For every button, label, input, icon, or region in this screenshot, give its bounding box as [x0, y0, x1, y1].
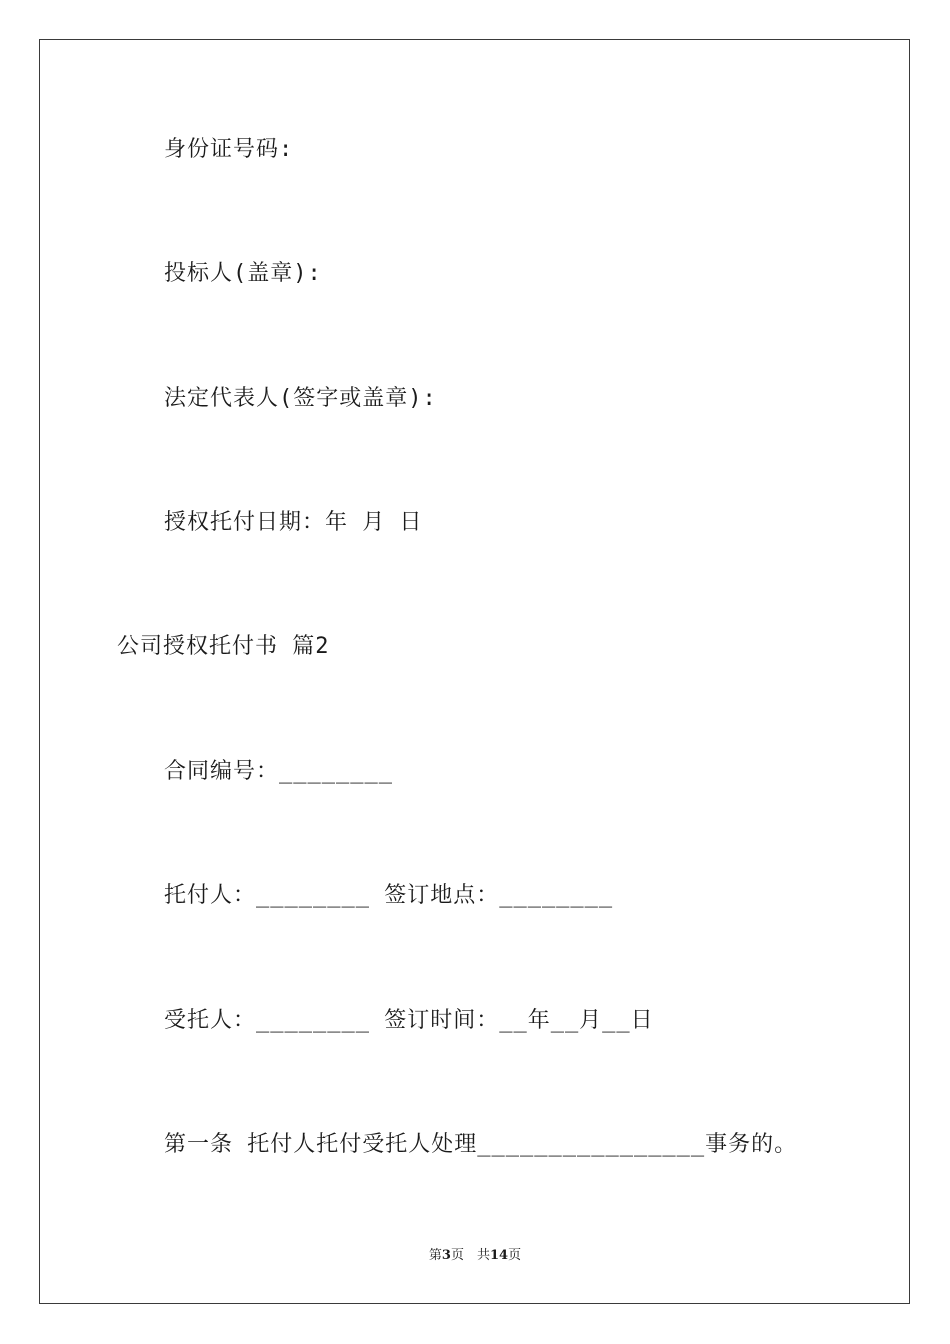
agent-line: 受托人：________ 签订时间：__年__月__日	[164, 1008, 654, 1033]
principal-line: 托付人：________ 签订地点：________	[164, 883, 614, 908]
footer-prefix: 第	[428, 1248, 442, 1263]
footer-mid: 页 共	[450, 1248, 490, 1263]
page-footer	[0, 1248, 950, 1264]
footer-suffix: 页	[508, 1248, 522, 1263]
contract-number-line: 合同编号：________	[164, 759, 393, 784]
bidder-seal-label: 投标人(盖章):	[164, 261, 322, 286]
article-one: 第一条 托付人托付受托人处理________________事务的。	[164, 1132, 798, 1157]
page-border	[39, 39, 910, 1304]
authorization-date-label: 授权托付日期：年 月 日	[164, 510, 423, 535]
footer-total-pages: 14	[489, 1248, 509, 1263]
id-number-label: 身份证号码:	[164, 137, 294, 162]
section-heading: 公司授权托付书 篇2	[117, 634, 330, 659]
footer-current-page: 3	[441, 1248, 451, 1263]
legal-representative-label: 法定代表人(签字或盖章):	[164, 386, 437, 411]
